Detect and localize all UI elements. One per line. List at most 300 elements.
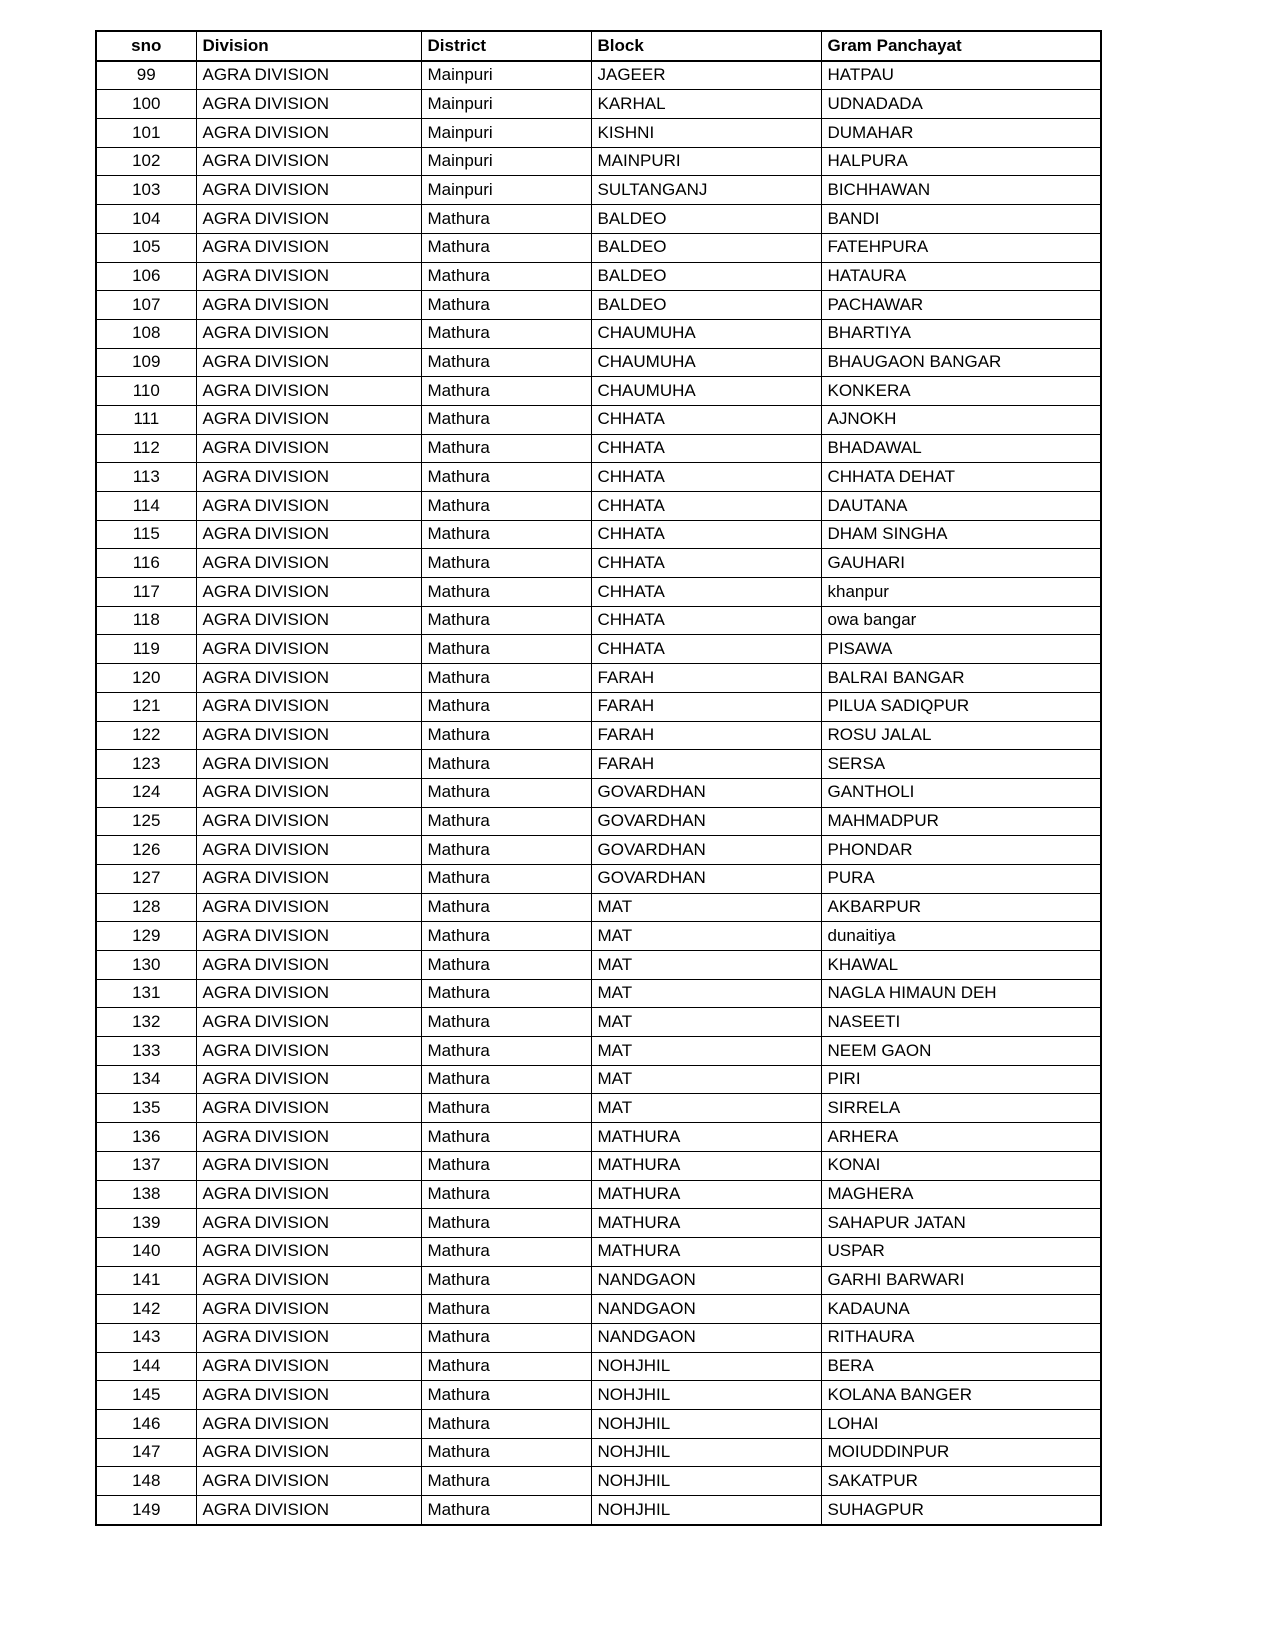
cell-block: KISHNI [591,119,821,148]
cell-division: AGRA DIVISION [196,434,421,463]
table-row [96,377,1101,406]
table-row [96,721,1101,750]
table-row [96,1123,1101,1152]
cell-block: SULTANGANJ [591,176,821,205]
cell-district: Mathura [421,1037,591,1066]
cell-district: Mainpuri [421,147,591,176]
table-row [96,119,1101,148]
cell-gram-panchayat: PILUA SADIQPUR [821,692,1101,721]
table-row [96,233,1101,262]
table-row [96,1352,1101,1381]
cell-block: GOVARDHAN [591,864,821,893]
cell-district: Mathura [421,549,591,578]
cell-division: AGRA DIVISION [196,319,421,348]
cell-district: Mathura [421,664,591,693]
cell-gram-panchayat: BANDI [821,205,1101,234]
cell-division: AGRA DIVISION [196,348,421,377]
header-district: District [421,31,591,61]
cell-division: AGRA DIVISION [196,90,421,119]
table-row [96,1037,1101,1066]
table-row [96,1438,1101,1467]
cell-gram-panchayat: UDNADADA [821,90,1101,119]
cell-division: AGRA DIVISION [196,233,421,262]
cell-division: AGRA DIVISION [196,1237,421,1266]
table-row [96,262,1101,291]
cell-sno: 132 [96,1008,196,1037]
cell-sno: 136 [96,1123,196,1152]
header-gram-panchayat: Gram Panchayat [821,31,1101,61]
cell-division: AGRA DIVISION [196,205,421,234]
table-row [96,1410,1101,1439]
cell-gram-panchayat: NEEM GAON [821,1037,1101,1066]
cell-sno: 112 [96,434,196,463]
cell-gram-panchayat: KHAWAL [821,951,1101,980]
cell-gram-panchayat: KOLANA BANGER [821,1381,1101,1410]
cell-district: Mathura [421,721,591,750]
cell-block: MAT [591,893,821,922]
cell-gram-panchayat: HATAURA [821,262,1101,291]
cell-division: AGRA DIVISION [196,549,421,578]
cell-district: Mathura [421,291,591,320]
cell-block: BALDEO [591,205,821,234]
table-row [96,1065,1101,1094]
cell-district: Mathura [421,1295,591,1324]
cell-division: AGRA DIVISION [196,778,421,807]
cell-district: Mathura [421,1237,591,1266]
cell-block: FARAH [591,750,821,779]
cell-division: AGRA DIVISION [196,1180,421,1209]
cell-district: Mathura [421,578,591,607]
cell-sno: 110 [96,377,196,406]
cell-gram-panchayat: SERSA [821,750,1101,779]
cell-sno: 117 [96,578,196,607]
table-row [96,291,1101,320]
cell-sno: 129 [96,922,196,951]
cell-district: Mathura [421,836,591,865]
cell-sno: 99 [96,61,196,90]
cell-block: NANDGAON [591,1323,821,1352]
cell-division: AGRA DIVISION [196,1209,421,1238]
cell-district: Mathura [421,348,591,377]
cell-gram-panchayat: USPAR [821,1237,1101,1266]
cell-block: FARAH [591,692,821,721]
cell-district: Mathura [421,635,591,664]
table-row [96,434,1101,463]
cell-division: AGRA DIVISION [196,119,421,148]
cell-division: AGRA DIVISION [196,635,421,664]
cell-block: CHAUMUHA [591,348,821,377]
cell-gram-panchayat: BHADAWAL [821,434,1101,463]
cell-block: NANDGAON [591,1295,821,1324]
cell-district: Mathura [421,1467,591,1496]
cell-block: CHHATA [591,635,821,664]
cell-sno: 126 [96,836,196,865]
cell-division: AGRA DIVISION [196,1295,421,1324]
cell-gram-panchayat: PHONDAR [821,836,1101,865]
cell-division: AGRA DIVISION [196,692,421,721]
gram-panchayat-table [95,30,1102,1526]
cell-division: AGRA DIVISION [196,492,421,521]
table-row [96,606,1101,635]
cell-sno: 133 [96,1037,196,1066]
cell-block: MAT [591,1037,821,1066]
cell-sno: 149 [96,1496,196,1525]
cell-sno: 109 [96,348,196,377]
cell-division: AGRA DIVISION [196,1065,421,1094]
cell-district: Mathura [421,1323,591,1352]
cell-gram-panchayat: FATEHPURA [821,233,1101,262]
cell-district: Mathura [421,1065,591,1094]
cell-gram-panchayat: MAHMADPUR [821,807,1101,836]
cell-block: NOHJHIL [591,1438,821,1467]
cell-division: AGRA DIVISION [196,864,421,893]
cell-gram-panchayat: CHHATA DEHAT [821,463,1101,492]
cell-sno: 140 [96,1237,196,1266]
table-row [96,1266,1101,1295]
cell-sno: 139 [96,1209,196,1238]
cell-division: AGRA DIVISION [196,1123,421,1152]
cell-gram-panchayat: ARHERA [821,1123,1101,1152]
cell-block: CHAUMUHA [591,319,821,348]
cell-gram-panchayat: BICHHAWAN [821,176,1101,205]
cell-district: Mathura [421,319,591,348]
cell-division: AGRA DIVISION [196,750,421,779]
cell-district: Mathura [421,434,591,463]
cell-district: Mathura [421,262,591,291]
cell-block: CHHATA [591,492,821,521]
cell-district: Mathura [421,1496,591,1525]
cell-district: Mathura [421,1180,591,1209]
cell-block: MAT [591,979,821,1008]
table-row [96,893,1101,922]
cell-gram-panchayat: NAGLA HIMAUN DEH [821,979,1101,1008]
cell-gram-panchayat: khanpur [821,578,1101,607]
table-row [96,750,1101,779]
table-row [96,492,1101,521]
header-division: Division [196,31,421,61]
table-row [96,1381,1101,1410]
cell-district: Mathura [421,1094,591,1123]
cell-sno: 143 [96,1323,196,1352]
cell-sno: 124 [96,778,196,807]
cell-division: AGRA DIVISION [196,1323,421,1352]
cell-gram-panchayat: DHAM SINGHA [821,520,1101,549]
cell-sno: 131 [96,979,196,1008]
table-row [96,463,1101,492]
cell-gram-panchayat: MOIUDDINPUR [821,1438,1101,1467]
cell-division: AGRA DIVISION [196,807,421,836]
cell-division: AGRA DIVISION [196,291,421,320]
cell-sno: 106 [96,262,196,291]
cell-division: AGRA DIVISION [196,520,421,549]
cell-gram-panchayat: BHAUGAON BANGAR [821,348,1101,377]
cell-block: NOHJHIL [591,1467,821,1496]
cell-division: AGRA DIVISION [196,721,421,750]
cell-division: AGRA DIVISION [196,1410,421,1439]
cell-block: CHHATA [591,520,821,549]
cell-district: Mathura [421,1381,591,1410]
cell-sno: 138 [96,1180,196,1209]
cell-division: AGRA DIVISION [196,606,421,635]
cell-block: NOHJHIL [591,1381,821,1410]
cell-block: NOHJHIL [591,1410,821,1439]
cell-district: Mathura [421,864,591,893]
cell-gram-panchayat: PACHAWAR [821,291,1101,320]
cell-block: NOHJHIL [591,1496,821,1525]
cell-sno: 137 [96,1151,196,1180]
cell-division: AGRA DIVISION [196,147,421,176]
header-sno: sno [96,31,196,61]
cell-district: Mainpuri [421,176,591,205]
table-row [96,836,1101,865]
table-row [96,635,1101,664]
cell-block: NOHJHIL [591,1352,821,1381]
cell-sno: 144 [96,1352,196,1381]
cell-division: AGRA DIVISION [196,1151,421,1180]
cell-gram-panchayat: BERA [821,1352,1101,1381]
cell-sno: 134 [96,1065,196,1094]
cell-district: Mathura [421,520,591,549]
table-row [96,807,1101,836]
cell-division: AGRA DIVISION [196,377,421,406]
cell-gram-panchayat: PURA [821,864,1101,893]
cell-block: FARAH [591,721,821,750]
cell-district: Mathura [421,1352,591,1381]
cell-gram-panchayat: BALRAI BANGAR [821,664,1101,693]
cell-block: MATHURA [591,1180,821,1209]
cell-block: CHHATA [591,463,821,492]
cell-sno: 128 [96,893,196,922]
cell-district: Mathura [421,492,591,521]
cell-block: MAT [591,1008,821,1037]
cell-gram-panchayat: GANTHOLI [821,778,1101,807]
cell-block: MAT [591,1094,821,1123]
cell-district: Mathura [421,377,591,406]
table-row [96,1295,1101,1324]
cell-block: CHAUMUHA [591,377,821,406]
cell-block: MATHURA [591,1237,821,1266]
cell-sno: 107 [96,291,196,320]
cell-sno: 116 [96,549,196,578]
header-row [96,31,1101,61]
cell-block: JAGEER [591,61,821,90]
cell-block: MATHURA [591,1151,821,1180]
cell-gram-panchayat: RITHAURA [821,1323,1101,1352]
cell-sno: 148 [96,1467,196,1496]
cell-gram-panchayat: HALPURA [821,147,1101,176]
cell-division: AGRA DIVISION [196,1467,421,1496]
table-row [96,1180,1101,1209]
cell-district: Mathura [421,606,591,635]
cell-sno: 113 [96,463,196,492]
table-row [96,664,1101,693]
cell-district: Mathura [421,1123,591,1152]
cell-sno: 100 [96,90,196,119]
cell-division: AGRA DIVISION [196,61,421,90]
cell-division: AGRA DIVISION [196,1496,421,1525]
table-row [96,1151,1101,1180]
cell-block: CHHATA [591,606,821,635]
table-row [96,1496,1101,1525]
cell-block: CHHATA [591,549,821,578]
cell-gram-panchayat: PIRI [821,1065,1101,1094]
cell-gram-panchayat: KONKERA [821,377,1101,406]
table-row [96,176,1101,205]
cell-district: Mathura [421,922,591,951]
table-row [96,1237,1101,1266]
table-row [96,520,1101,549]
cell-district: Mainpuri [421,90,591,119]
table-row [96,549,1101,578]
cell-gram-panchayat: MAGHERA [821,1180,1101,1209]
cell-gram-panchayat: DUMAHAR [821,119,1101,148]
table-row [96,147,1101,176]
cell-district: Mainpuri [421,119,591,148]
cell-district: Mathura [421,1410,591,1439]
cell-sno: 118 [96,606,196,635]
cell-sno: 102 [96,147,196,176]
cell-block: CHHATA [591,405,821,434]
table-row [96,951,1101,980]
cell-sno: 125 [96,807,196,836]
cell-division: AGRA DIVISION [196,1352,421,1381]
table-row [96,61,1101,90]
table-row [96,979,1101,1008]
table-row [96,1467,1101,1496]
cell-sno: 111 [96,405,196,434]
cell-sno: 146 [96,1410,196,1439]
table-row [96,90,1101,119]
cell-district: Mathura [421,1151,591,1180]
cell-division: AGRA DIVISION [196,836,421,865]
cell-sno: 120 [96,664,196,693]
cell-sno: 103 [96,176,196,205]
cell-division: AGRA DIVISION [196,922,421,951]
cell-block: CHHATA [591,434,821,463]
cell-gram-panchayat: GAUHARI [821,549,1101,578]
cell-district: Mathura [421,1008,591,1037]
table-row [96,578,1101,607]
cell-block: MATHURA [591,1209,821,1238]
cell-district: Mathura [421,807,591,836]
cell-gram-panchayat: BHARTIYA [821,319,1101,348]
cell-division: AGRA DIVISION [196,1037,421,1066]
table-row [96,1094,1101,1123]
cell-sno: 108 [96,319,196,348]
table-row [96,405,1101,434]
cell-sno: 115 [96,520,196,549]
cell-gram-panchayat: ROSU JALAL [821,721,1101,750]
cell-district: Mathura [421,463,591,492]
cell-gram-panchayat: SUHAGPUR [821,1496,1101,1525]
cell-block: KARHAL [591,90,821,119]
table-row [96,319,1101,348]
cell-division: AGRA DIVISION [196,979,421,1008]
cell-sno: 145 [96,1381,196,1410]
cell-block: GOVARDHAN [591,807,821,836]
cell-block: MAT [591,922,821,951]
cell-gram-panchayat: LOHAI [821,1410,1101,1439]
table-header [96,31,1101,61]
cell-district: Mathura [421,405,591,434]
cell-sno: 142 [96,1295,196,1324]
cell-sno: 135 [96,1094,196,1123]
table-row [96,692,1101,721]
header-block: Block [591,31,821,61]
cell-gram-panchayat: SIRRELA [821,1094,1101,1123]
cell-sno: 141 [96,1266,196,1295]
cell-gram-panchayat: PISAWA [821,635,1101,664]
cell-district: Mathura [421,951,591,980]
cell-block: MAINPURI [591,147,821,176]
cell-division: AGRA DIVISION [196,951,421,980]
cell-district: Mainpuri [421,61,591,90]
cell-gram-panchayat: GARHI BARWARI [821,1266,1101,1295]
cell-district: Mathura [421,1438,591,1467]
cell-division: AGRA DIVISION [196,176,421,205]
cell-block: MAT [591,1065,821,1094]
cell-gram-panchayat: DAUTANA [821,492,1101,521]
cell-division: AGRA DIVISION [196,1381,421,1410]
cell-district: Mathura [421,893,591,922]
cell-sno: 101 [96,119,196,148]
cell-block: BALDEO [591,262,821,291]
cell-division: AGRA DIVISION [196,463,421,492]
cell-gram-panchayat: KADAUNA [821,1295,1101,1324]
table-row [96,864,1101,893]
cell-district: Mathura [421,205,591,234]
table-row [96,1008,1101,1037]
cell-block: NANDGAON [591,1266,821,1295]
cell-sno: 127 [96,864,196,893]
cell-gram-panchayat: AKBARPUR [821,893,1101,922]
cell-sno: 104 [96,205,196,234]
cell-division: AGRA DIVISION [196,405,421,434]
cell-gram-panchayat: AJNOKH [821,405,1101,434]
cell-block: MATHURA [591,1123,821,1152]
cell-block: FARAH [591,664,821,693]
table-row [96,922,1101,951]
table-row [96,1323,1101,1352]
cell-district: Mathura [421,233,591,262]
cell-district: Mathura [421,692,591,721]
cell-block: BALDEO [591,291,821,320]
cell-block: MAT [591,951,821,980]
cell-sno: 105 [96,233,196,262]
table-row [96,778,1101,807]
table-row [96,1209,1101,1238]
cell-division: AGRA DIVISION [196,1094,421,1123]
cell-block: GOVARDHAN [591,836,821,865]
cell-gram-panchayat: KONAI [821,1151,1101,1180]
cell-block: GOVARDHAN [591,778,821,807]
table-body [96,61,1101,1525]
cell-district: Mathura [421,979,591,1008]
cell-sno: 119 [96,635,196,664]
cell-sno: 114 [96,492,196,521]
cell-sno: 130 [96,951,196,980]
cell-district: Mathura [421,750,591,779]
cell-district: Mathura [421,1266,591,1295]
cell-division: AGRA DIVISION [196,262,421,291]
table-row [96,348,1101,377]
cell-sno: 121 [96,692,196,721]
cell-sno: 147 [96,1438,196,1467]
table-row [96,205,1101,234]
cell-gram-panchayat: SAKATPUR [821,1467,1101,1496]
cell-division: AGRA DIVISION [196,1266,421,1295]
cell-gram-panchayat: owa bangar [821,606,1101,635]
